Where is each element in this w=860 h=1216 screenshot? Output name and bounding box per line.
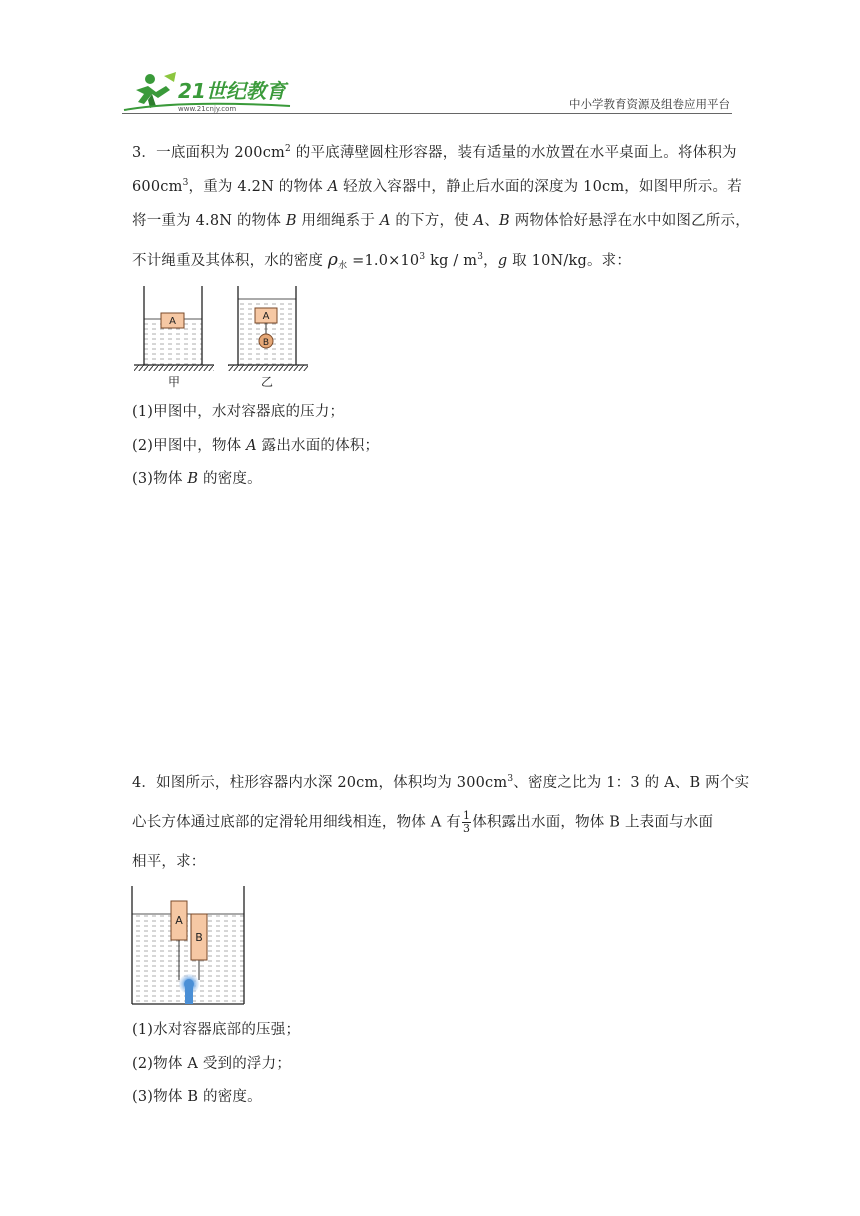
q3-fig-label-yi: 乙 <box>260 375 274 389</box>
fraction-one-third: $\frac{1}{3}$ <box>463 809 471 835</box>
q3-fig-label-jia: 甲 <box>167 375 181 389</box>
q4-fig-block-b-label: B <box>195 931 203 944</box>
q3-fig-block-a-label: A <box>169 316 176 327</box>
logo-text: 21世纪教育 <box>178 79 286 103</box>
q3-sub-2: (2)甲图中，物体 A 露出水面的体积； <box>132 438 380 454</box>
q3-line-4: 不计绳重及其体积，水的密度 $\rho_水 =1.0\times 10^3$ kg / $m^3$，g 取 10N/kg。求： <box>132 250 632 271</box>
q4-sub-1: (1)水对容器底部的压强； <box>132 1022 301 1038</box>
q3-line-1: 3．一底面积为 $200cm^2$ 的平底薄壁圆柱形容器，装有适量的水放置在水平桌面上。将体积为 <box>132 144 737 161</box>
q4-line-1: 4．如图所示，柱形容器内水深 20cm，体积均为 $300cm^3$、密度之比为 1：3 的 A、B 两个实 <box>132 774 750 791</box>
q4-sub-3: (3)物体 B 的密度。 <box>132 1089 262 1105</box>
q4-fig-block-a-label: A <box>175 914 183 927</box>
platform-name: 中小学教育资源及组卷应用平台 <box>569 97 730 111</box>
q3-sub-3: (3)物体 B 的密度。 <box>132 471 262 487</box>
q4-line-3: 相平，求： <box>132 854 206 870</box>
q4-sub-2: (2)物体 A 受到的浮力； <box>132 1056 292 1072</box>
q3-fig-yi-block-a-label: A <box>262 311 270 322</box>
logo-url: www.21cnjy.com <box>178 105 237 113</box>
q4-figure <box>128 884 252 1008</box>
q3-figure <box>128 282 328 392</box>
q3-fig-ball-b-label: B <box>262 338 270 348</box>
q3-line-3: 将一重为 4.8N 的物体 B 用细绳系于 A 的下方，使 A、B 两物体恰好悬浮在水中如图乙所示， <box>132 213 750 229</box>
q4-line-2: 心长方体通过底部的定滑轮用细线相连，物体 A 有 $\frac{1}{3}$ 体积露出水面，物体 B 上表面与水面 <box>132 809 714 835</box>
q3-sub-1: (1)甲图中，水对容器底的压力； <box>132 404 345 420</box>
header-divider <box>122 113 732 114</box>
site-logo <box>122 70 292 114</box>
q3-line-2: $600cm^3$，重为 4.2N 的物体 A 轻放入容器中，静止后水面的深度为 10cm，如图甲所示。若 <box>132 178 742 195</box>
